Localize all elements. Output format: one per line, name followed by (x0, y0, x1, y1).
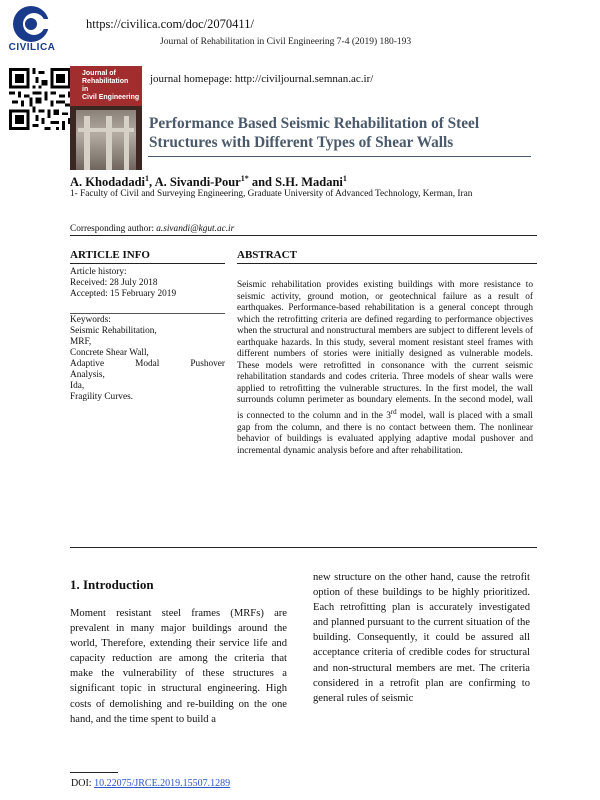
received-date: Received: 28 July 2018 (70, 278, 158, 288)
keywords-label: Keywords: (70, 315, 111, 325)
author-affiliation-mark: 1 (342, 174, 347, 183)
cover-title (82, 70, 139, 102)
author-separator: , (149, 175, 155, 190)
journal-homepage[interactable]: journal homepage: http://civiljournal.semnan.ac.ir/ (150, 73, 374, 85)
article-history (70, 267, 176, 300)
affiliation: 1- Faculty of Civil and Surveying Engineering, Graduate University of Advanced Technology, Kerman, Iran (70, 189, 473, 199)
section-heading: 1. Introduction (70, 577, 154, 592)
author-name: A. Sivandi-Pour (154, 175, 241, 190)
keyword: Seismic Rehabilitation, (70, 326, 157, 336)
author-affiliation-mark: 1 (145, 174, 150, 183)
corresponding-label: Corresponding author: (70, 224, 157, 234)
keyword: Analysis, (70, 370, 105, 380)
author-affiliation-mark: 1* (240, 174, 249, 183)
footnote-divider (70, 772, 118, 773)
history-label: Article history: (70, 267, 127, 277)
divider (70, 235, 537, 236)
qr-code-icon (9, 68, 71, 130)
author-name: S.H. Madani (275, 175, 343, 190)
corresponding-author (70, 224, 234, 234)
keyword: Concrete Shear Wall, (70, 348, 149, 358)
abstract-body: Seismic rehabilitation provides existing buildings with more resistance to seismic activity, ground motion, or geotechnical failure as a result of earthquakes. Performance-based rehabilitation is a general concept through which the retrofitting criteria are defined regarding to performance objectives when the structural and nonstructural members are subject to different levels of earthquake hazards. In this study, several moment resistant steel frames with different numbers of stories were initially designed as vulnerable models. These models were retrofitted in consonance with the current seismic rehabilitation standards and codes criteria. Three models of shear walls were applied to retrofitting the vulnerable structures. In the first model, the wall surrounds column perimeter as boundary elements. In the second model, wall is connected to the column and in the 3rd model, wall is placed with a small gap from the column, and there is no contact between them. The nonlinear behavior of buildings is evaluated applying adaptive modal pushover and incremental dynamic analysis before and after rehabilitation. (237, 280, 533, 456)
title-divider (148, 156, 531, 157)
divider (70, 313, 225, 314)
intro-right-column: new structure on the other hand, cause the retrofit option of these buildings to be highly prioritized. Each retrofitting plan is accurately investigated and planned pursuant to the current situation of the building. Consequently, it could be assured all acceptance criteria of credible codes for structural and non-structural members are met. The criteria considered in a retrofit plan are confirming to general rules of seismic (313, 572, 530, 704)
cover-title-line: Journal of Rehabilitation in Civil Engineering (82, 70, 140, 101)
doi (71, 778, 230, 789)
keywords (70, 315, 225, 403)
civilica-logo-icon (6, 3, 56, 45)
divider (70, 263, 225, 264)
doi-label: DOI: (71, 778, 95, 789)
author-list (70, 174, 347, 190)
doi-link[interactable]: 10.22075/JRCE.2019.15507.1289 (94, 778, 231, 789)
keyword: Ida, (70, 381, 85, 391)
watermark-url[interactable]: https://civilica.com/doc/2070411/ (86, 17, 254, 31)
keyword: Adaptive Modal Pushover (70, 359, 225, 369)
abstract-heading: ABSTRACT (237, 249, 297, 261)
civilica-brand: CIVILICA (8, 42, 56, 53)
author-separator: and (248, 175, 276, 190)
author-name: A. Khodadadi (70, 175, 146, 190)
journal-cover-image (70, 66, 142, 170)
divider (70, 547, 537, 548)
divider (237, 263, 537, 264)
article-info-heading: ARTICLE INFO (70, 249, 150, 261)
journal-citation: Journal of Rehabilitation in Civil Engineering 7-4 (2019) 180-193 (160, 37, 412, 47)
keyword: Fragility Curves. (70, 392, 134, 402)
keyword: MRF, (70, 337, 92, 347)
corresponding-email[interactable]: a.sivandi@kgut.ac.ir (156, 224, 235, 234)
paper-title: Performance Based Seismic Rehabilitation of Steel Structures with Different Types of Shear Walls (149, 115, 480, 151)
intro-left-column: Moment resistant steel frames (MRFs) are prevalent in many major buildings around the world, Therefore, extending their service life and capacity reduction are among the criteria that make the vulnerability of these structures a significant topic in structural engineering. High costs of demolishing and re-building on the one hand, and the time spent to build a (70, 608, 287, 725)
accepted-date: Accepted: 15 February 2019 (70, 289, 177, 299)
